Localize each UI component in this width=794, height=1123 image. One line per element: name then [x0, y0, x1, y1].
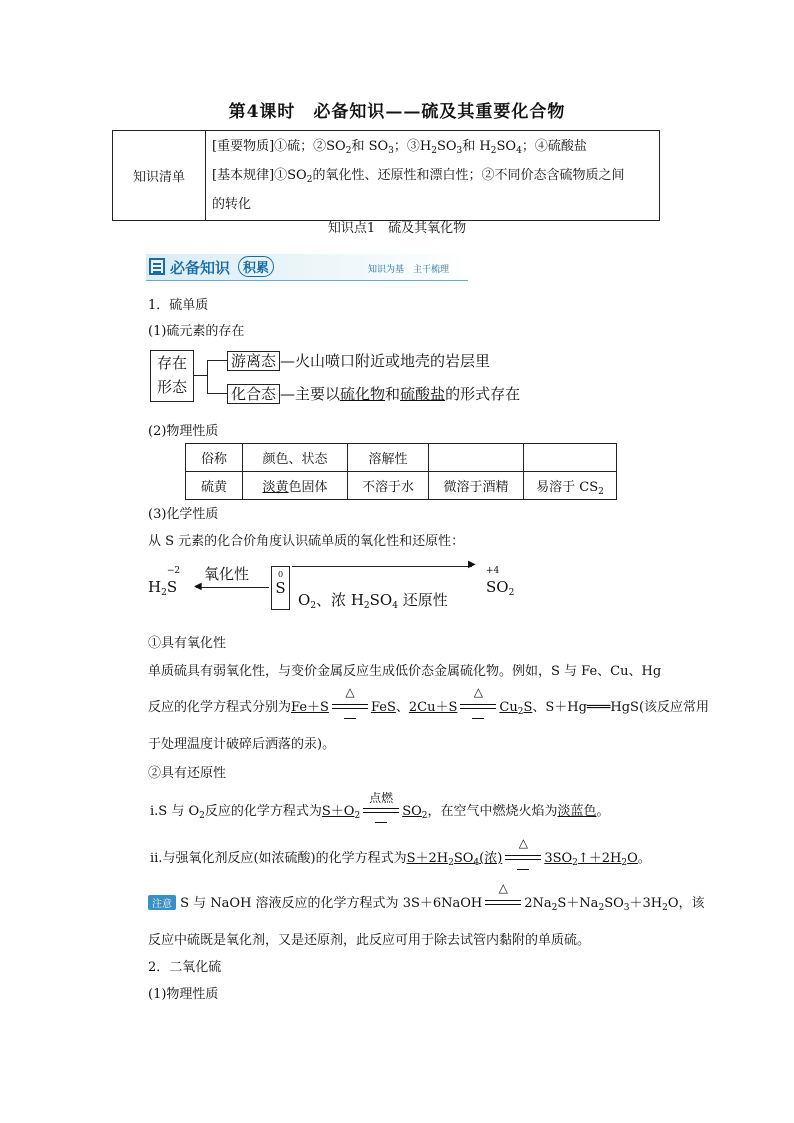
bracket-stem — [193, 375, 207, 376]
section-1-heading: 1．硫单质 — [148, 298, 209, 313]
reduction-title: ②具有还原性 — [148, 766, 227, 781]
arrow-oxidation — [196, 587, 269, 588]
knowledge-list-header: 知识清单 — [113, 131, 206, 221]
reduction-item-i: ⅰ.S 与 $O_2$反应的化学方程式为$S+O_2$ 点燃 $SO_2$，在空气中燃烧火焰为淡蓝色。 — [150, 790, 610, 821]
combined-state-row: 化合态 —主要以硫化物和硫酸盐的形式存在 — [227, 383, 520, 404]
oxidation-title: ①具有氧化性 — [148, 636, 227, 651]
note-line-1: 注意 S 与 NaOH 溶液反应的化学方程式为 3S＋6NaOH △ $2Na_2S+Na_2SO_3+3H_2O$，该 — [148, 892, 705, 912]
diagram-right: +4 $SO_2$ — [486, 566, 515, 598]
section-2-heading: 2．二氧化硫 — [148, 960, 222, 975]
banner-right-text: 知识为基 主干梳理 — [368, 265, 450, 275]
section-1-3-heading: (3)化学性质 — [148, 507, 219, 522]
page-title: 第4课时 必备知识——硫及其重要化合物 — [228, 102, 566, 122]
bracket — [207, 360, 228, 394]
arrow-reduction — [292, 566, 472, 567]
section-1-2-heading: (2)物理性质 — [148, 424, 219, 439]
reduction-item-ii: ⅱ.与强氧化剂反应(如浓硫酸)的化学方程式为$S+2H_2SO_4$(浓) △ $3SO_2↑+2H_2O$。 — [150, 835, 651, 868]
oxidation-paragraph-2: 反应的化学方程式分别为Fe＋S △ FeS、2Cu＋S △ $Cu_2S$、S＋Hg═══HgS(该反应常用 — [148, 684, 710, 717]
diagram-center-box: 0 S — [271, 566, 290, 610]
banner-label: 必备知识 — [170, 259, 231, 277]
oxidation-label: 氧化性 — [204, 565, 250, 583]
knowledge-list-table — [112, 130, 660, 221]
free-state-row: 游离态 —火山喷口附近或地壳的岩层里 — [227, 350, 490, 371]
arrow-oxidation-head: ◀ — [194, 581, 202, 592]
knowledge-list-content: [重要物质]①硫；$②SO_2$和 $SO_3$；$③H_2SO_3$和 $H_2SO_4$；④硫酸盐 [基本规律]$①SO_2$的氧化性、还原性和漂白性；②不同价态含硫物质之间 的转化 — [206, 131, 660, 221]
section-banner — [146, 254, 468, 281]
banner-seal: 积累 — [238, 256, 274, 277]
existence-box: 存在 形态 — [150, 350, 194, 402]
oxidation-paragraph-3: 于处理温度计破碎后洒落的汞)。 — [148, 737, 336, 752]
knowledge-point-heading: 知识点1 硫及其氧化物 — [327, 221, 467, 236]
chem-intro: 从 S 元素的化合价角度认识硫单质的氧化性和还原性： — [148, 534, 465, 549]
diagram-left: $H_2$ −2 S — [148, 566, 181, 598]
notebook-icon — [149, 258, 165, 275]
physical-properties-table: 俗称 颜色、状态 溶解性 硫黄 淡黄色固体 不溶于水 微溶于酒精 易溶于 $CS_2$ — [185, 443, 617, 500]
section-2-1-heading: (1)物理性质 — [148, 987, 219, 1002]
arrow-reduction-head: ▶ — [468, 559, 476, 570]
note-badge: 注意 — [148, 895, 176, 910]
section-1-1-heading: (1)硫元素的存在 — [148, 324, 245, 339]
note-line-2: 反应中硫既是氧化剂，又是还原剂，此反应可用于除去试管内黏附的单质硫。 — [148, 933, 591, 948]
reduction-label: $O_2$、浓 $H_2SO_4$ 还原性 — [298, 591, 448, 611]
oxidation-paragraph-1: 单质硫具有弱氧化性，与变价金属反应生成低价态金属硫化物。例如，S 与 Fe、Cu、Hg — [148, 664, 662, 679]
